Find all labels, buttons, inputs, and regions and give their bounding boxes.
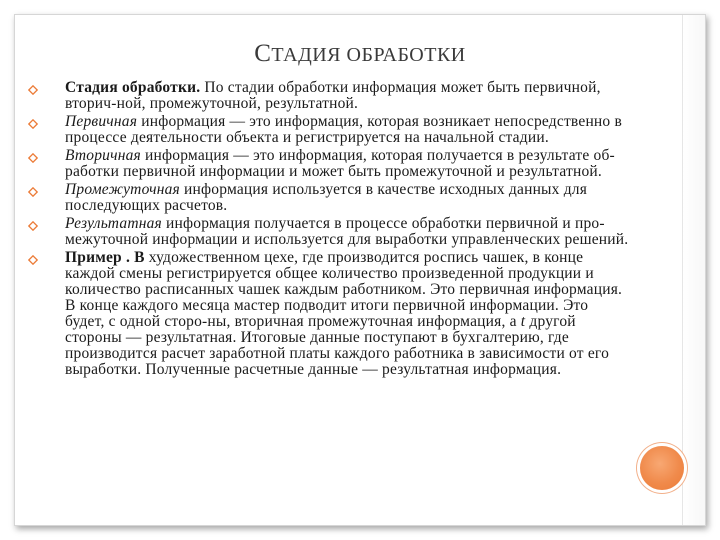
bullet-diamond-icon (28, 85, 38, 95)
bullet-diamond-icon (28, 255, 38, 265)
slide-edge-strip (682, 15, 705, 525)
bullet-text (65, 250, 630, 378)
slide-title (0, 40, 720, 68)
bullet-rest: информация — это информация, которая получается в результате об-работки первичной информации и может быть промежуточной и результатной. (65, 147, 615, 180)
slide-title-initial: С (254, 40, 272, 67)
bullet-text (65, 114, 630, 146)
bullet-diamond-icon (28, 119, 38, 129)
bullet-lead: Вторичная (65, 147, 141, 164)
bullet-item-example (20, 250, 630, 378)
bullet-text (65, 216, 630, 248)
bullet-rest: информация получается в процессе обработки первичной и про-межуточной информации и используется для выработки управленческих решений. (65, 215, 629, 248)
bullet-item-secondary (20, 148, 630, 180)
slide-title-rest: ТАДИЯ ОБРАБОТКИ (271, 44, 466, 66)
bullet-lead: Промежуточная (65, 181, 180, 198)
bullet-diamond-icon (28, 221, 38, 231)
bullet-rest: По стадии обработки информация может быть первичной, вторич-ной, промежуточной, результатной. (65, 79, 601, 112)
bullet-item-stage (20, 80, 630, 112)
slide-body (20, 80, 630, 378)
bullet-lead: Первичная (65, 113, 138, 130)
bullet-text (65, 182, 630, 214)
bullet-lead: Пример . В (65, 249, 145, 266)
bullet-italic-letter: t (520, 313, 526, 330)
bullet-list (20, 80, 630, 378)
bullet-lead: Стадия обработки. (65, 79, 201, 96)
bullet-rest-continued: другой стороны — результатная. Итоговые данные поступают в бухгалтерию, где производится расчет заработной платы каждого работника в зависимости от его выработки. Полученные расчетные данные — результатная информация. (65, 313, 610, 378)
bullet-diamond-icon (28, 187, 38, 197)
bullet-item-result (20, 216, 630, 248)
decorative-orange-circle (640, 446, 684, 490)
bullet-item-primary (20, 114, 630, 146)
bullet-rest: информация используется в качестве исходных данных для последующих расчетов. (65, 181, 588, 214)
bullet-lead: Результатная (65, 215, 162, 232)
bullet-text (65, 80, 630, 112)
bullet-rest: информация — это информация, которая возникает непосредственно в процессе деятельности объекта и регистрируется на начальной стадии. (65, 113, 622, 146)
bullet-rest: художественном цехе, где производится роспись чашек, в конце каждой смены регистрируется общее количество произведенной продукции и количество расписанных чашек каждым работником. Это первичная информация. В конце каждого месяца мастер подводит итоги первичной информации. Это будет, с одной сторо-ны, вторичная промежуточная информация, а (65, 249, 623, 330)
bullet-text (65, 148, 630, 180)
bullet-item-intermediate (20, 182, 630, 214)
bullet-diamond-icon (28, 153, 38, 163)
